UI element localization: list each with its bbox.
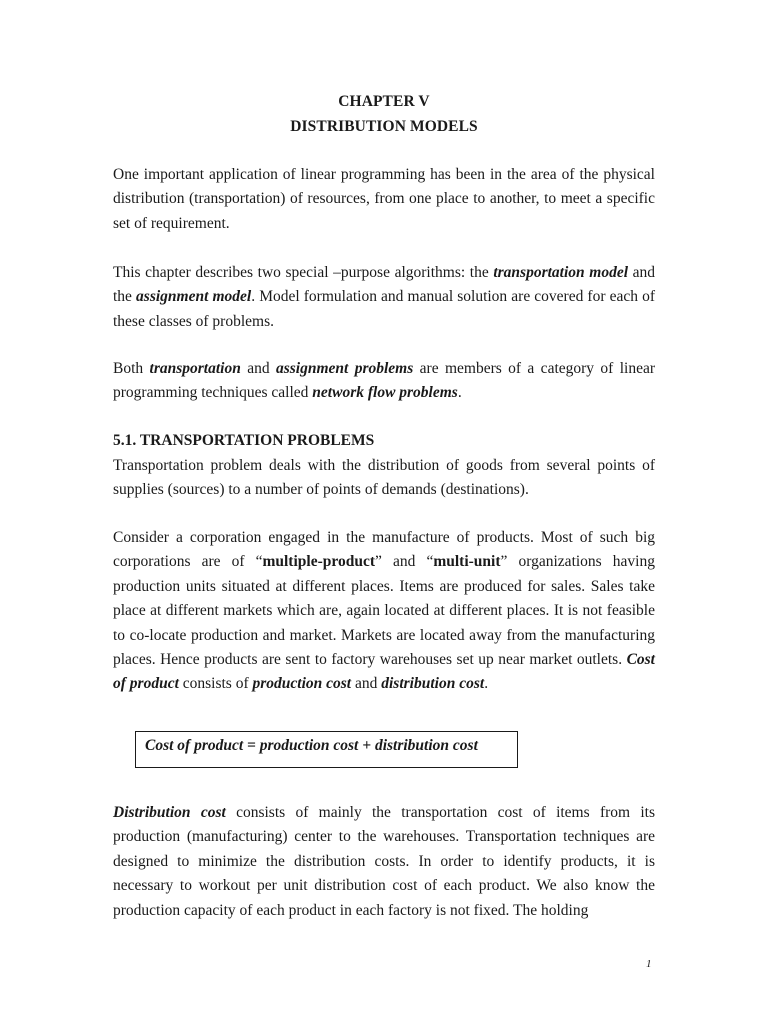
- emphasis-assignment-model: assignment model: [136, 288, 252, 306]
- intro-paragraph-2: [113, 261, 655, 334]
- text-run: This chapter describes two special –purpose algorithms: the: [113, 264, 494, 281]
- formula-box: [135, 731, 518, 768]
- emphasis-multiple-product: multiple-product: [262, 553, 375, 571]
- text-run: Both: [113, 360, 150, 377]
- text-run: . Model formulation and manual solution are covered for each of these classes of problems.: [113, 288, 655, 330]
- emphasis-network-flow-problems: network flow problems: [312, 384, 458, 402]
- chapter-number-heading: CHAPTER V: [338, 93, 430, 110]
- section-heading-5-1: 5.1. TRANSPORTATION PROBLEMS: [113, 432, 375, 449]
- emphasis-distribution-cost-lead: Distribution cost: [113, 804, 226, 821]
- text-run: and the: [113, 264, 656, 306]
- intro-paragraph-3: [113, 357, 655, 406]
- section-5-1-paragraph-2: [113, 526, 655, 697]
- section-5-1-paragraph-1: Transportation problem deals with the distribution of goods from several points of supplies (sources) to a number of points of demands (destinations).: [113, 457, 655, 499]
- emphasis-multi-unit: multi-unit: [433, 553, 501, 571]
- text-run: are members of a category of linear programming techniques called: [113, 360, 655, 402]
- emphasis-distribution-cost: distribution cost: [381, 675, 485, 693]
- formula-text: Cost of product = production cost + distribution cost: [145, 737, 478, 754]
- text-run: and: [351, 675, 382, 693]
- page-number: 1: [646, 958, 652, 970]
- emphasis-transportation: transportation: [149, 360, 241, 377]
- text-run: ” and “: [375, 553, 434, 571]
- text-run: .: [484, 675, 489, 693]
- emphasis-assignment-problems: assignment problems: [275, 360, 414, 377]
- text-run: ” organizations having production units situated at different places. Items are produced for sales. Sales take place at different markets which are, again located at different places. It is not feasible to co-locate production and market. Markets are located away from the manufacturing places. Hence products are sent to factory warehouses set up near market outlets.: [113, 553, 655, 669]
- section-5-1-paragraph-3: [113, 801, 655, 923]
- emphasis-production-cost: production cost: [252, 675, 352, 693]
- text-run: Consider a corporation engaged in the manufacture of products. Most of such big corporations are of “: [113, 529, 655, 571]
- emphasis-cost-of-product: Cost of product: [113, 651, 655, 693]
- text-run: .: [457, 384, 462, 402]
- text-run: and: [240, 360, 276, 377]
- emphasis-transportation-model: transportation model: [493, 264, 629, 281]
- intro-paragraph-1: One important application of linear programming has been in the area of the physical distribution (transportation) of resources, from one place to another, to meet a specific set of requirement.: [113, 166, 655, 232]
- text-run: consists of mainly the transportation cost of items from its production (manufacturing) center to the warehouses. Transportation techniques are designed to minimize the distribution costs. In order to identify products, it is necessary to workout per unit distribution cost of each product. We also know the production capacity of each product in each factory is not fixed. The holding: [113, 804, 656, 919]
- text-run: consists of: [178, 675, 253, 693]
- chapter-title: DISTRIBUTION MODELS: [290, 118, 478, 135]
